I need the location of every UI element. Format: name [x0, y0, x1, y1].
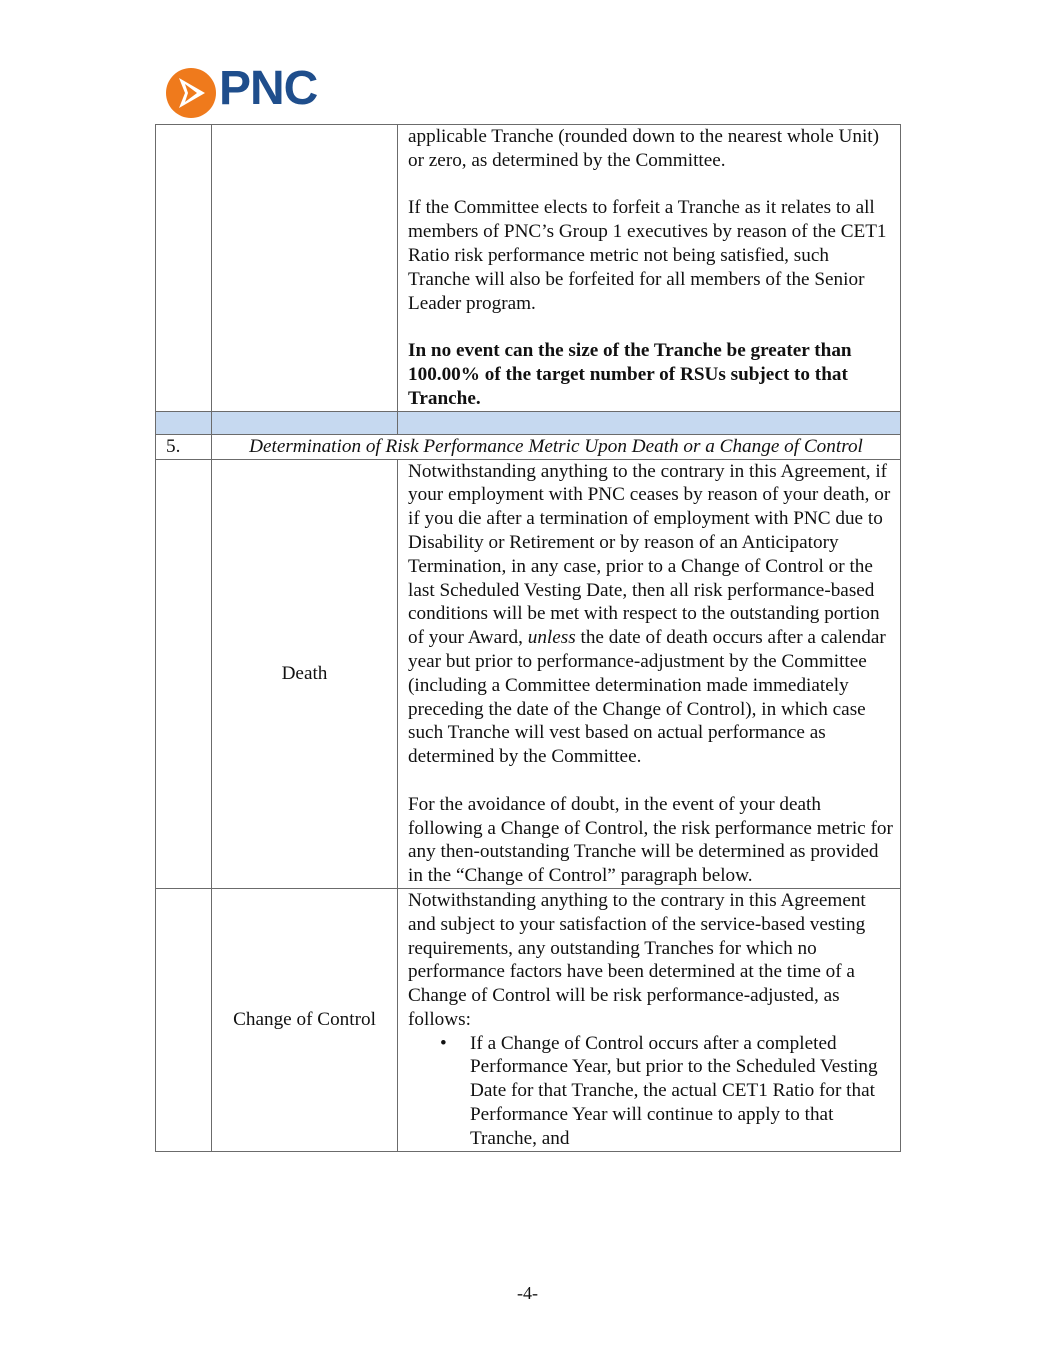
continuation-cell	[398, 125, 901, 412]
change-of-control-bullets	[408, 1032, 894, 1151]
tranche-cap-statement: In no event can the size of the Tranche be greater than 100.00% of the target number of RSUs subject to that Tranche.	[408, 340, 852, 409]
section-header-row	[156, 434, 901, 459]
change-of-control-label: Change of Control	[212, 888, 398, 1151]
continuation-paragraph-1: applicable Tranche (rounded down to the nearest whole Unit) or zero, as determined by the Committee.	[408, 126, 880, 171]
change-of-control-paragraph-1: Notwithstanding anything to the contrary in this Agreement and subject to your satisfaction of the service-based vesting requirements, any outstanding Tranches for which no performance factors have been determined at the time of a Change of Control will be risk performance-adjusted, as follows:	[408, 889, 866, 1030]
list-item: • If a Change of Control occurs after a completed Performance Year, but prior to the Scheduled Vesting Date for that Tranche, the actual CET1 Ratio for that Performance Year will continue to apply to that Tranche, and	[440, 1032, 878, 1149]
death-label: Death	[212, 459, 398, 888]
table-row	[156, 125, 901, 412]
death-paragraph-2: For the avoidance of doubt, in the event of your death following a Change of Control, the risk performance metric for any then-outstanding Tranche will be determined as provided in the “Change of Control” paragraph below.	[408, 793, 893, 887]
award-terms-table	[155, 124, 901, 1152]
table-row-change-of-control	[156, 888, 901, 1151]
table-row-death	[156, 459, 901, 888]
section-title: Determination of Risk Performance Metric Upon Death or a Change of Control	[212, 434, 901, 459]
logo-text: PNC	[219, 62, 318, 115]
pnc-logo	[165, 62, 340, 120]
change-of-control-text-cell	[398, 888, 901, 1151]
bullet-icon: •	[440, 1032, 447, 1054]
pnc-logo-mark-icon	[165, 66, 217, 120]
death-paragraph-1: Notwithstanding anything to the contrary in this Agreement, if your employment with PNC ceases by reason of your death, or if you die after a termination of employment with PNC due to Disability or Retirement or by reason of an Anticipatory Termination, in any case, prior to a Change of Control or the last Scheduled Vesting Date, then all risk performance-based conditions will be met with respect to the outstanding portion of your Award, unless the date of death occurs after a calendar year but prior to performance-adjustment by the Committee (including a Committee determination made immediately preceding the date of the Change of Control), in which case such Tranche will vest based on actual performance as determined by the Committee.	[408, 460, 891, 768]
section-number: 5.	[156, 434, 212, 459]
shaded-spacer-row	[156, 411, 901, 434]
continuation-paragraph-2: If the Committee elects to forfeit a Tranche as it relates to all members of PNC’s Group 1 executives by reason of the CET1 Ratio risk performance metric not being satisfied, such Tranche will also be forfeited for all members of the Senior Leader program.	[408, 197, 887, 314]
death-text-cell	[398, 459, 901, 888]
page-number: -4-	[517, 1283, 538, 1303]
